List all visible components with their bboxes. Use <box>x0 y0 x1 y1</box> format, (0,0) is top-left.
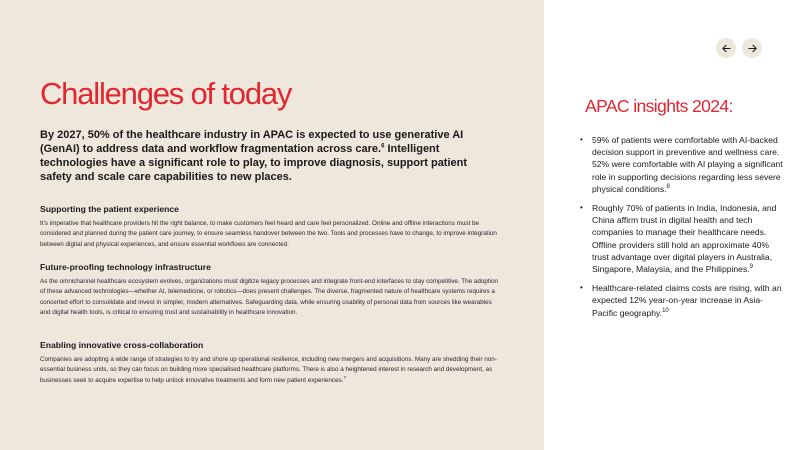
section-body-wrap <box>40 355 500 386</box>
insights-title: APAC insights 2024: <box>585 96 733 116</box>
section-body: As the omnichannel healthcare ecosystem evolves, organizations must digitize legacy processes and integrate front-end interfaces to stay competitive. The adoption of these advanced technologies—whether AI, telemedicine, or robotics—does present challenges. The diverse, fragmented nature of healthcare systems requires a concerted effort to consolidate and invest in simpler, modern alternatives. Safeguarding data, while ensuring usability of personal data from sources like wearables and digital health tools, is critical to ensuring trust and sustainability in healthcare innovation. <box>40 278 499 316</box>
arrow-right-icon <box>747 43 758 54</box>
lead-text: By 2027, 50% of the healthcare industry in APAC is expected to use generative AI (GenAI) to address data and workflow fragmentation across care. <box>40 129 464 155</box>
list-item <box>580 134 785 195</box>
footnote-ref: 9 <box>749 264 753 271</box>
section-heading: Future-proofing technology infrastructure <box>40 262 211 272</box>
lead-text-tail: Intelligent technologies have a significant role to play, to improve diagnosis, support patient safety and scale care capabilities to new places. <box>40 143 468 183</box>
list-item <box>580 282 785 319</box>
list-item-text: Healthcare-related claims costs are rising, with an expected 12% year-on-year increase in Asia-Pacific geography. <box>592 283 782 318</box>
footnote-ref: 10 <box>662 307 669 314</box>
list-item <box>580 202 785 275</box>
next-button[interactable] <box>742 38 762 58</box>
lead-paragraph <box>40 128 478 184</box>
bullet-glyph: • <box>580 283 583 293</box>
footnote-ref: 8 <box>666 183 670 190</box>
footnote-ref: 7 <box>343 374 346 380</box>
section-cross-collaboration <box>40 340 500 386</box>
insights-list <box>580 134 785 326</box>
lead-footnote-ref: 6 <box>381 143 385 150</box>
section-body: Companies are adopting a wide range of strategies to try and shore up operational resilience, including new mergers and acquisitions. Many are shedding their non-essential business units, so they can focus on building more specialised healthcare platforms. There is also a heightened interest in research and development, as businesses seek to acquire expertise to help unlock innovative treatments and form new patient experiences. <box>40 356 497 384</box>
bullet-glyph: • <box>580 203 583 213</box>
previous-button[interactable] <box>716 38 736 58</box>
arrow-left-icon <box>721 43 732 54</box>
section-patient-experience <box>40 204 500 250</box>
page-title: Challenges of today <box>40 76 292 111</box>
list-item-text: Roughly 70% of patients in India, Indonesia, and China affirm trust in digital health and tech companies to manage their healthcare needs. Offline providers still hold an approximate 40% trust advantage over digital players in Australia, Singapore, Malaysia, and the Philippines. <box>592 203 777 275</box>
section-body: It’s imperative that healthcare providers hit the right balance, to make customers feel heard and care feel personalized. Online and offline interactions must be considered and planned during the patient care journey, to ensure seamless handover between the two. Tools and processes have to change, to improve integration between digital and physical experiences, and ensure essential workflows are connected. <box>40 220 497 248</box>
bullet-glyph: • <box>580 135 583 144</box>
section-heading: Enabling innovative cross-collaboration <box>40 340 204 350</box>
section-heading: Supporting the patient experience <box>40 204 179 214</box>
section-technology-infrastructure <box>40 262 500 318</box>
slide-navigation <box>716 38 762 58</box>
list-item-text: 59% of patients were comfortable with AI-backed decision support in preventive and wellness care. 52% were comfortable with AI playing a significant role in supporting decisions regarding less severe physical conditions. <box>592 135 783 194</box>
